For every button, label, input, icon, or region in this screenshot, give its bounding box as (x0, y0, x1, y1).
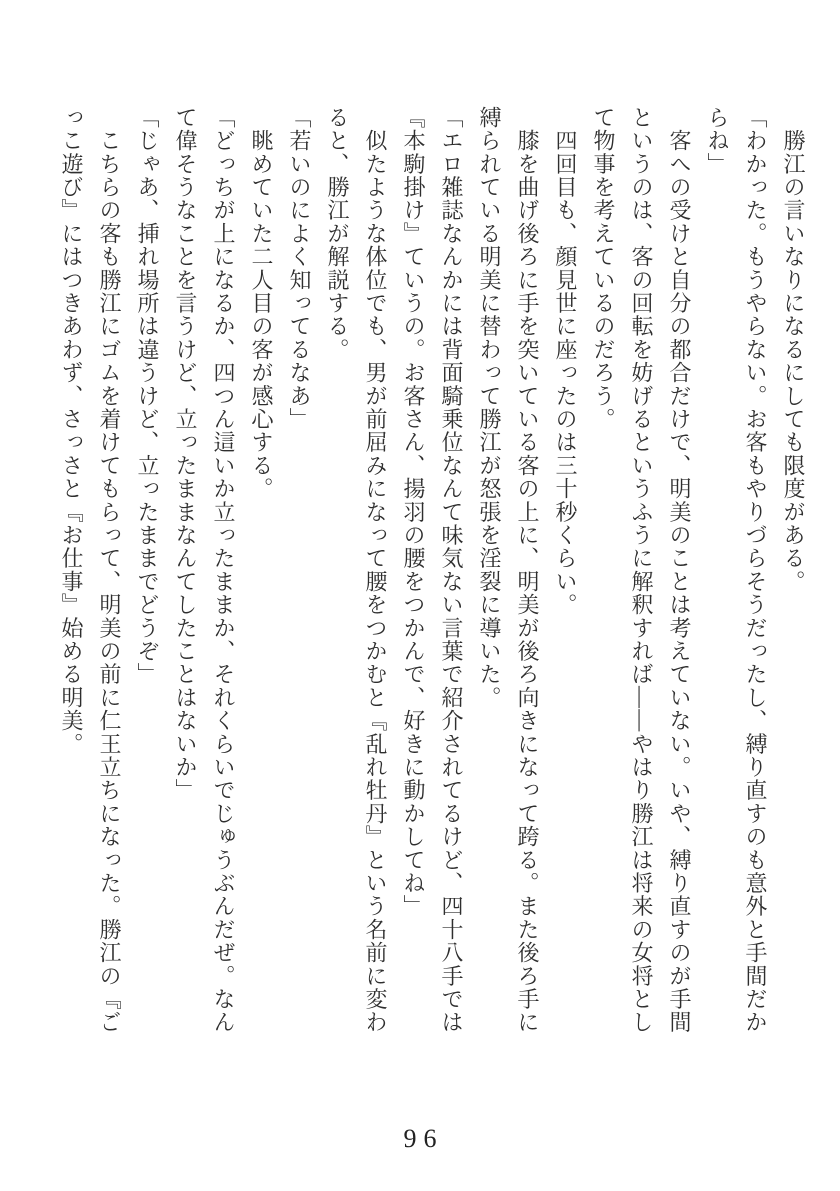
text-line: 膝を曲げ後ろに手を突いている客の上に、明美が後ろ向きになって跨る。また後ろ手に (515, 106, 540, 1035)
text-line: らね」 (705, 106, 730, 176)
text-line: というのは、客の回転を妨げるというふうに解釈すれば――やはり勝江は将来の女将とし (629, 106, 654, 1034)
text-line: て物事を考えているのだろう。 (591, 106, 616, 431)
text-line: 縛られている明美に替わって勝江が怒張を淫裂に導いた。 (477, 106, 502, 710)
text-line: 「エロ雑誌なんかには背面騎乗位なんて味気ない言葉で紹介されてるけど、四十八手では (439, 106, 464, 1034)
text-line: て偉そうなことを言うけど、立ったままなんてしたことはないか」 (173, 106, 198, 802)
text-line: 勝江の言いなりになるにしても限度がある。 (781, 106, 806, 594)
text-line: 四回目も、顔見世に座ったのは三十秒くらい。 (553, 106, 578, 617)
text-line: 似たような体位でも、男が前屈みになって腰をつかむと『乱れ牡丹』という名前に変わ (363, 106, 388, 1034)
vertical-text-block (52, 106, 812, 1038)
text-line: こちらの客も勝江にゴムを着けてもらって、明美の前に仁王立ちになった。勝江の『ご (97, 106, 122, 1034)
text-line: 「どっちが上になるか、四つん這いか立ったままか、それくらいでじゅうぶんだぜ。なん (211, 106, 236, 1034)
text-line: 「若いのによく知ってるなあ」 (287, 106, 312, 431)
text-line: 『本駒掛け』ていうの。お客さん、揚羽の腰をつかんで、好きに動かしてね」 (401, 106, 426, 918)
page-number: 96 (403, 1124, 444, 1153)
text-line: 眺めていた二人目の客が感心する。 (249, 106, 274, 501)
text-line: ると、勝江が解説する。 (325, 106, 350, 362)
text-line: 客への受けと自分の都合だけで、明美のことは考えていない。いや、縛り直すのが手間 (667, 106, 692, 1034)
text-line: 「じゃあ、挿れ場所は違うけど、立ったままでどうぞ」 (135, 106, 160, 686)
text-line: 「わかった。もうやらない。お客もやりづらそうだったし、縛り直すのも意外と手間だか (743, 106, 768, 1034)
text-line: っこ遊び』にはつきあわず、さっさと『お仕事』始める明美。 (59, 106, 84, 756)
